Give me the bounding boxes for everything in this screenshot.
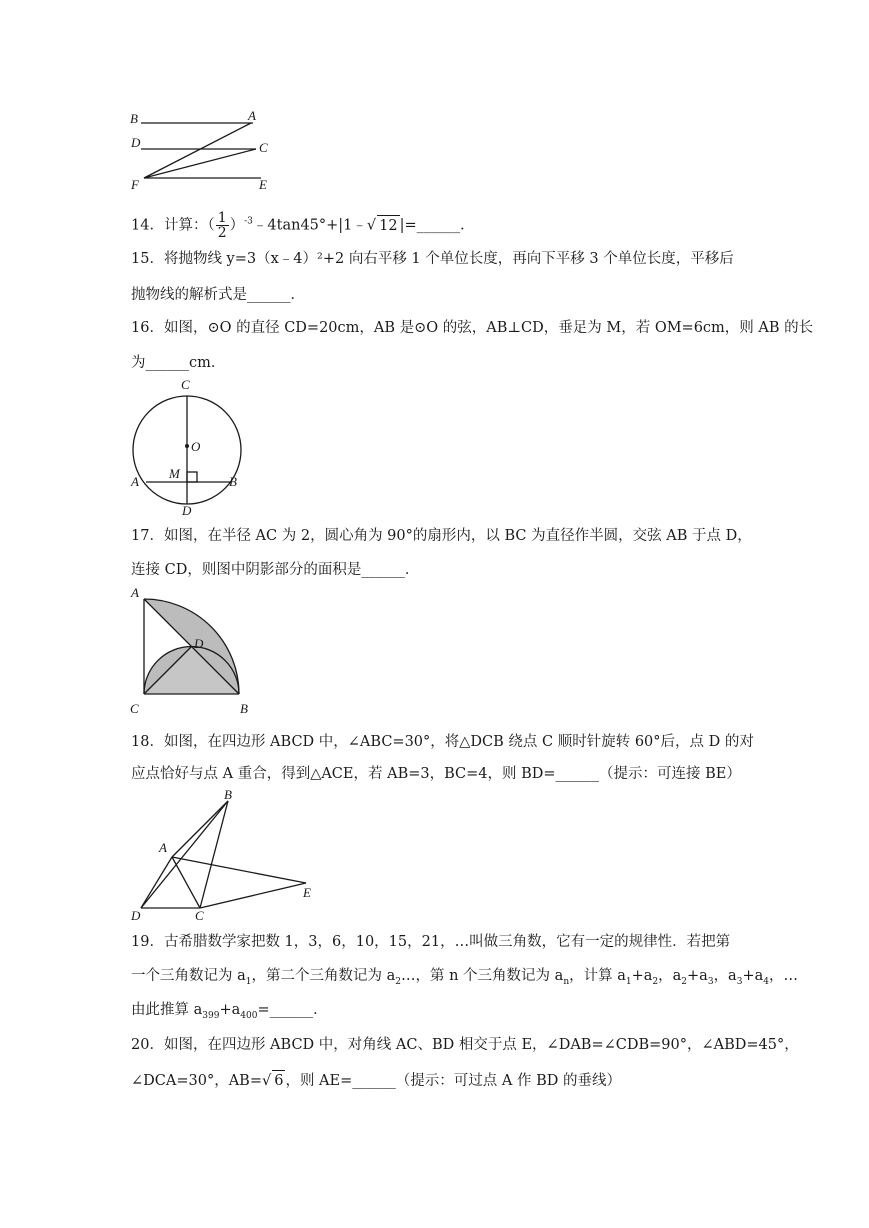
question-18-line-1: 18．如图，在四边形 ABCD 中，∠ABC=30°，将△DCB 绕点 C 顺时针旋转 60°后，点 D 的对	[131, 734, 754, 750]
question-20-line-2: ∠DCA=30°，AB=√ 6 ，则 AE=______（提示：可过点 A 作 BD 的垂线）	[131, 1070, 751, 1091]
label-c: C	[259, 140, 268, 155]
label-a: A	[159, 840, 167, 855]
label-a: A	[131, 474, 139, 489]
q14-prefix: 14．计算：（	[131, 217, 215, 234]
question-16-line-1: 16．如图，⊙O 的直径 CD=20cm，AB 是⊙O 的弦，AB⊥CD，垂足为 M，若 OM=6cm，则 AB 的长	[131, 320, 814, 336]
label-b: B	[224, 787, 232, 802]
label-f: F	[131, 177, 139, 192]
figure-parallel-lines	[128, 108, 278, 193]
label-d: D	[131, 135, 141, 150]
q14-part2: ﹣4tan45°+|1﹣	[252, 217, 367, 234]
label-e: E	[259, 177, 267, 192]
label-c: C	[181, 377, 190, 392]
label-d: D	[131, 908, 141, 923]
label-d: D	[182, 503, 192, 518]
label-o: O	[191, 439, 201, 454]
q14-radicand: 12	[377, 215, 399, 236]
label-b: B	[229, 474, 237, 489]
q14-fraction: $\frac{1}{2}$	[217, 210, 227, 241]
question-18-line-2: 应点恰好与点 A 重合，得到△ACE，若 AB=3，BC=4，则 BD=______（提示：可连接 BE）	[131, 766, 741, 782]
label-b: B	[130, 111, 138, 126]
label-m: M	[169, 466, 180, 481]
label-e: E	[303, 885, 311, 900]
q14-mid: ）	[229, 217, 245, 234]
label-a: A	[131, 585, 139, 600]
question-15-line-2: 抛物线的解析式是______．	[131, 287, 305, 303]
question-17-line-2: 连接 CD，则图中阴影部分的面积是______．	[131, 562, 420, 578]
question-14: 14．计算：（ $\frac{1}{2}$ ）$^{-3}$﹣4tan45°+|1﹣√ 12 |=______．	[131, 210, 475, 241]
figure-quadrilateral-rotation	[128, 786, 328, 926]
label-c: C	[130, 701, 139, 716]
label-c: C	[195, 908, 204, 923]
label-b: B	[240, 701, 248, 716]
question-19-line-1: 19．古希腊数学家把数 1，3，6，10，15，21，…叫做三角数，它有一定的规律性．若把第	[131, 934, 731, 950]
figure-circle	[128, 372, 258, 520]
question-15-line-1: 15．将抛物线 y=3（x﹣4）²+2 向右平移 1 个单位长度，再向下平移 3 个单位长度，平移后	[131, 251, 734, 267]
label-d: D	[194, 636, 204, 651]
q14-exponent: -3	[244, 216, 253, 227]
q14-part3: |=______．	[399, 217, 475, 234]
question-20-line-1: 20．如图，在四边形 ABCD 中，对角线 AC、BD 相交于点 E，∠DAB=∠CDB=90°，∠ABD=45°，	[131, 1037, 799, 1053]
question-19-line-3: 由此推算 $a_{399}+a_{400}=\_\_\_\_\_\_$．	[131, 1002, 328, 1021]
question-19-line-2: 一个三角数记为 $a_1$，第二个三角数记为 $a_2\dots$，第 n 个三角数记为 $a_n$，计算 $a_1+a_2$，$a_2+a_3$，$a_3+a_4$，…	[131, 968, 798, 987]
label-a: A	[248, 108, 256, 123]
q20-radicand: 6	[272, 1070, 285, 1091]
question-16-line-2: 为______cm．	[131, 355, 226, 371]
figure-sector	[128, 582, 258, 720]
question-17-line-1: 17．如图，在半径 AC 为 2，圆心角为 90°的扇形内，以 BC 为直径作半圆，交弦 AB 于点 D，	[131, 528, 752, 544]
